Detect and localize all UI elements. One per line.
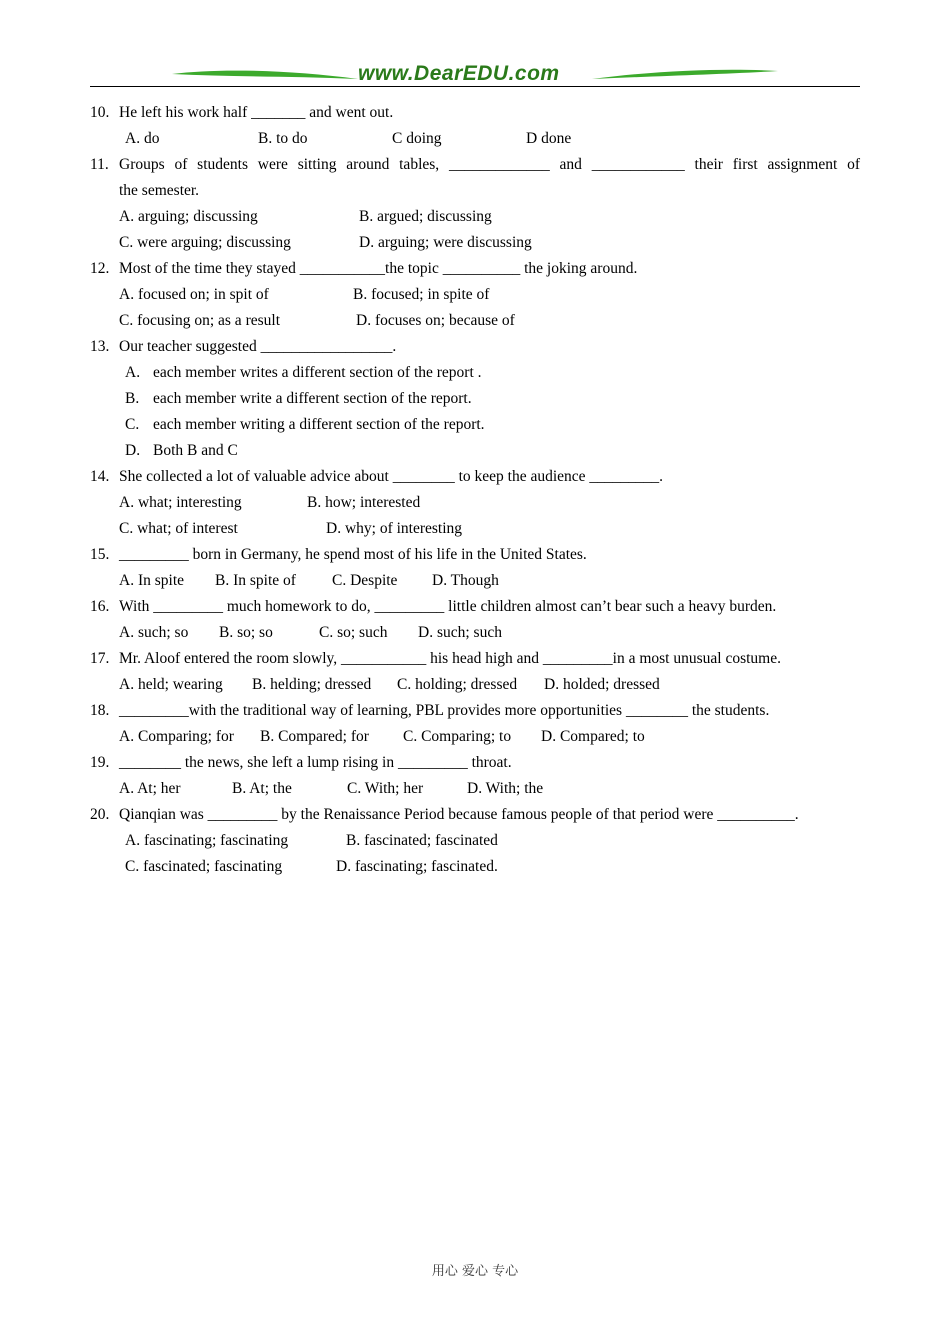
- options-row: [90, 776, 860, 802]
- option-d[interactable]: D. Though: [432, 572, 499, 589]
- question-number: 10.: [90, 104, 110, 121]
- option-d[interactable]: D. why; of interesting: [326, 520, 463, 537]
- options-row: [90, 672, 860, 698]
- question-text: Most of the time they stayed ___________the topic __________ the joking around.: [119, 260, 638, 277]
- option-a[interactable]: A. In spite: [119, 572, 185, 589]
- site-logo[interactable]: www.DearEDU.com: [358, 62, 560, 85]
- option-b[interactable]: B. argued; discussing: [359, 208, 492, 225]
- option-a[interactable]: A. do: [125, 130, 160, 147]
- question-13: [90, 334, 860, 360]
- option-c[interactable]: C. holding; dressed: [397, 676, 518, 693]
- options-list: [90, 360, 860, 464]
- question-20: [90, 802, 860, 828]
- left-swoosh-icon: [170, 66, 360, 86]
- option-d[interactable]: D done: [526, 130, 572, 147]
- page-header: [90, 60, 860, 90]
- options-row: [90, 854, 860, 880]
- option-b[interactable]: [125, 386, 860, 412]
- option-d[interactable]: D. With; the: [467, 780, 544, 797]
- option-text: each member writes a different section of the report .: [153, 364, 482, 381]
- question-number: 17.: [90, 650, 110, 667]
- option-c[interactable]: C doing: [392, 130, 442, 147]
- question-text: Mr. Aloof entered the room slowly, ___________ his head high and _________in a most unusual costume.: [119, 650, 781, 667]
- options-row: [90, 568, 860, 594]
- option-c[interactable]: [125, 412, 860, 438]
- option-d[interactable]: D. focuses on; because of: [356, 312, 515, 329]
- option-a[interactable]: A. held; wearing: [119, 676, 223, 693]
- question-12: [90, 256, 860, 282]
- option-d[interactable]: D. Compared; to: [541, 728, 645, 745]
- question-number: 19.: [90, 754, 110, 771]
- option-text: Both B and C: [153, 442, 238, 459]
- question-number: 20.: [90, 806, 110, 823]
- question-number: 18.: [90, 702, 110, 719]
- option-c[interactable]: C. were arguing; discussing: [119, 234, 291, 251]
- question-11: [90, 152, 860, 204]
- question-19: [90, 750, 860, 776]
- question-17: [90, 646, 860, 672]
- header-rule: [90, 86, 860, 87]
- question-number: 16.: [90, 598, 110, 615]
- options-row: [90, 620, 860, 646]
- options-row: [90, 724, 860, 750]
- options-row: [90, 516, 860, 542]
- options-row: [90, 282, 860, 308]
- option-c[interactable]: C. Despite: [332, 572, 398, 589]
- option-c[interactable]: C. what; of interest: [119, 520, 238, 537]
- options-row: [90, 230, 860, 256]
- option-b[interactable]: B. Compared; for: [260, 728, 369, 745]
- option-c[interactable]: C. Comparing; to: [403, 728, 512, 745]
- question-list: [90, 100, 860, 880]
- option-a[interactable]: A. Comparing; for: [119, 728, 234, 745]
- option-d[interactable]: [125, 438, 860, 464]
- question-text: With _________ much homework to do, _________ little children almost can’t bear such a heavy burden.: [119, 598, 777, 615]
- question-text: _________ born in Germany, he spend most of his life in the United States.: [119, 546, 587, 563]
- question-number: 11.: [90, 156, 109, 173]
- option-label: C.: [125, 416, 140, 433]
- option-label: A.: [125, 364, 141, 381]
- option-a[interactable]: A. what; interesting: [119, 494, 242, 511]
- option-a[interactable]: A. fascinating; fascinating: [125, 832, 289, 849]
- option-d[interactable]: D. fascinating; fascinated.: [336, 858, 498, 875]
- question-number: 14.: [90, 468, 110, 485]
- question-text: He left his work half _______ and went out.: [119, 104, 394, 121]
- options-row: [90, 490, 860, 516]
- question-15: [90, 542, 860, 568]
- option-d[interactable]: D. such; such: [418, 624, 502, 641]
- option-label: B.: [125, 390, 140, 407]
- option-d[interactable]: D. holded; dressed: [544, 676, 660, 693]
- option-b[interactable]: B. In spite of: [215, 572, 296, 589]
- option-c[interactable]: C. fascinated; fascinating: [125, 858, 283, 875]
- question-text: Qianqian was _________ by the Renaissance Period because famous people of that period were __________.: [119, 806, 799, 823]
- question-number: 13.: [90, 338, 110, 355]
- option-label: D.: [125, 442, 141, 459]
- option-b[interactable]: B. helding; dressed: [252, 676, 372, 693]
- options-row: [90, 308, 860, 334]
- option-a[interactable]: A. At; her: [119, 780, 181, 797]
- question-text: She collected a lot of valuable advice about ________ to keep the audience _________.: [119, 468, 664, 485]
- option-c[interactable]: C. focusing on; as a result: [119, 312, 281, 329]
- option-a[interactable]: [125, 360, 860, 386]
- option-text: each member write a different section of the report.: [153, 390, 472, 407]
- question-number: 15.: [90, 546, 110, 563]
- option-a[interactable]: A. such; so: [119, 624, 189, 641]
- options-row: [90, 204, 860, 230]
- question-number: 12.: [90, 260, 110, 277]
- options-row: [90, 126, 860, 152]
- option-b[interactable]: B. how; interested: [307, 494, 421, 511]
- option-b[interactable]: B. At; the: [232, 780, 292, 797]
- option-c[interactable]: C. With; her: [347, 780, 424, 797]
- option-a[interactable]: A. focused on; in spit of: [119, 286, 269, 303]
- option-c[interactable]: C. so; such: [319, 624, 388, 641]
- options-row: [90, 828, 860, 854]
- option-b[interactable]: B. focused; in spite of: [353, 286, 490, 303]
- question-18: [90, 698, 860, 724]
- page-footer: 用心 爱心 专心: [431, 1264, 519, 1279]
- question-10: [90, 100, 860, 126]
- question-text: Groups of students were sitting around tables, _____________ and ____________ their first assignment of: [119, 156, 860, 173]
- question-16: [90, 594, 860, 620]
- question-14: [90, 464, 860, 490]
- right-swoosh-icon: [590, 66, 780, 86]
- option-text: each member writing a different section of the report.: [153, 416, 485, 433]
- option-a[interactable]: A. arguing; discussing: [119, 208, 258, 225]
- option-b[interactable]: B. fascinated; fascinated: [346, 832, 498, 849]
- option-b[interactable]: B. to do: [258, 130, 308, 147]
- question-text: Our teacher suggested _________________.: [119, 338, 397, 355]
- option-b[interactable]: B. so; so: [219, 624, 273, 641]
- option-d[interactable]: D. arguing; were discussing: [359, 234, 532, 251]
- question-text-continued: the semester.: [119, 182, 200, 199]
- question-text: _________with the traditional way of learning, PBL provides more opportunities ________ the students.: [119, 702, 770, 719]
- question-text: ________ the news, she left a lump rising in _________ throat.: [119, 754, 512, 771]
